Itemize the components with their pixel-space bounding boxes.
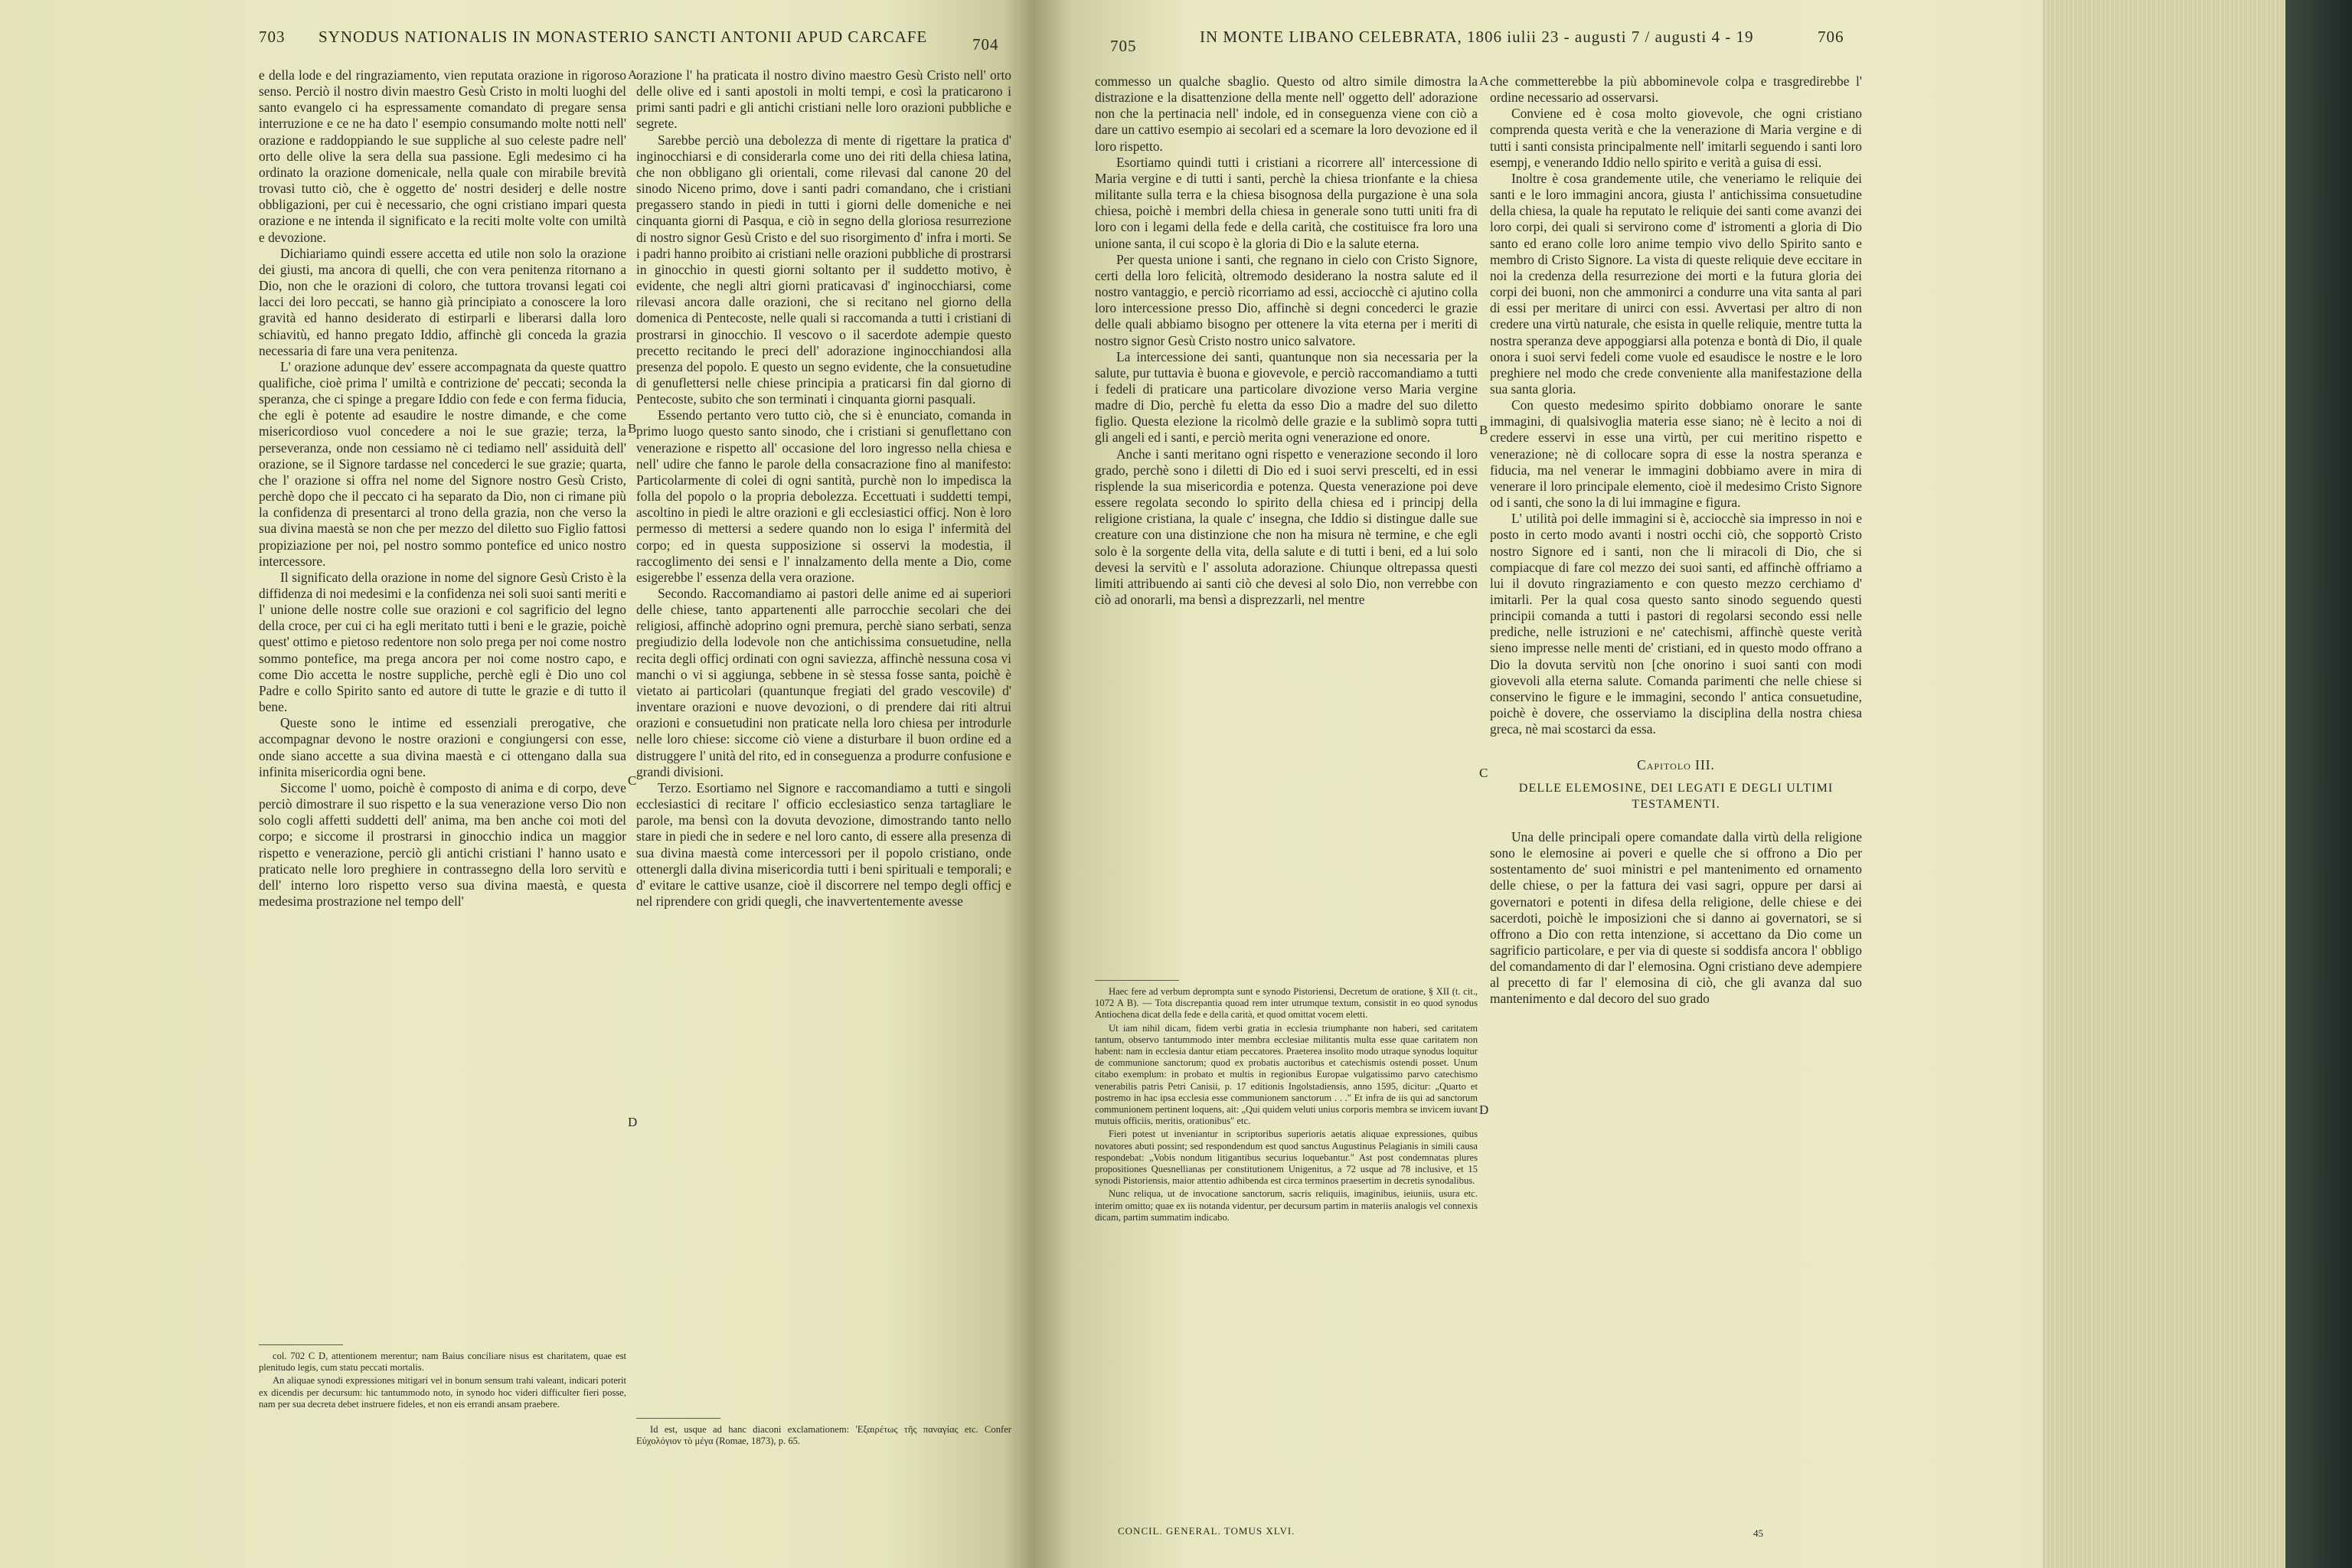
- signature-line: CONCIL. GENERAL. TOMUS XLVI.: [1118, 1525, 1295, 1537]
- paragraph: Anche i santi meritano ogni rispetto e venerazione secondo il loro grado, perchè sono i diletti di Dio ed i suoi servi prescelti, ed in essi risplende la sua misericordia e potenza. Questa venerazione poi deve essere regolata secondo lo spirito della chiesa ed i principj della religione cristiana, la quale c' insegna, che Iddio si distingue dalle sue creature con una distinzione che non ha misura nè termine, e che egli solo è la sorgente della vita, della salute e di tutti i beni, ed a lui solo devesi la servitù e l' assoluta adorazione. Chiunque oltrepassa questi limiti attribuendo ai santi ciò che devesi al solo Dio, non verrebbe con ciò ad onorarli, ma bensì a disprezzarli, nel mentre: [1095, 446, 1478, 607]
- paragraph: L' utilità poi delle immagini si è, acciocchè sia impresso in noi e posto in certo modo avanti i nostri occhi ciò, che sopportò Cristo nostro Signore ed i santi, non che li miracoli di Dio, che si compiacque di fare col mezzo dei suoi santi, ed affinchè offriamo a lui il dovuto ringraziamento e con questo mezzo cerchiamo d' imitarli. Per la qual cosa questo santo sinodo seguendo questi principii comanda a tutti i pastori di regolarsi secondo essi nelle prediche, nelle istruzioni e ne' catechismi, affinchè queste verità sieno impresse nelle menti de' cristiani, ed in questo modo offrano a Dio la dovuta servitù non [che onorino i suoi santi con modi giovevoli alla eterna salute. Comanda parimenti che nelle chiese si conservino le figure e le immagini, secondo l' antica consuetudine, poichè è dovere, che osserviamo la disciplina della nostra chiesa greca, nè mai scostarci da essa.: [1490, 511, 1862, 737]
- right-page-number-inner: 705: [1110, 37, 1137, 55]
- paragraph: che commetterebbe la più abbominevole colpa e trasgredirebbe l' ordine necessario ad osservarsi.: [1490, 74, 1862, 106]
- margin-letter-d: D: [628, 1115, 638, 1129]
- left-column-2: [636, 67, 1011, 910]
- margin-letter-b: B: [628, 421, 637, 436]
- left-page-number-outer: 703: [259, 28, 286, 46]
- footnote: Haec fere ad verbum deprompta sunt e synodo Pistoriensi, Decretum de oratione, § XII (t. cit., 1072 A B). — Tota discrepantia quoad rem inter utrumque textum, consistit in eo quod synodus Antiochena dicat della fede e della carità, et quod omittat vocem eletti.: [1095, 986, 1478, 1021]
- paragraph: Sarebbe perciò una debolezza di mente di rigettare la pratica d' inginocchiarsi e di considerarla come uno dei riti della chiesa latina, che non obbligano gli orientali, come rilevasi dal canone 20 del sinodo Niceno primo, dove i santi padri comandano, che i cristiani pregassero stando in piedi in tutti i giorni delle domeniche e nei cinquanta giorni di Pasqua, e ciò in segno della gloriosa resurrezione di nostro signor Gesù Cristo e del suo risorgimento d' infra i morti. Se i padri hanno proibito ai cristiani nelle orazioni pubbliche di prostrarsi in ginocchio in questi giorni soltanto per il suddetto motivo, è evidente, che negli altri giorni praticavasi d' inginocchiarsi, come rilevasi ancora dalle orazioni, che si recitano nel giorno della domenica di Pentecoste, nelle quali si raccomanda a tutti i cristiani di prostrarsi in ginocchio. Il vescovo o il sacerdote adempie questo precetto recitando le preci dell' adorazione inginocchiandosi alla presenza del popolo. E questo un segno evidente, che la consuetudine di genuflettersi nelle chiese principia a praticarsi fin dal giorno di Pentecoste, subito che son terminati i cinquanta giorni pasquali.: [636, 132, 1011, 407]
- footnote: An aliquae synodi expressiones mitigari vel in bonum sensum trahi valeant, indicari poterit ex dicendis per decursum: hic tantummodo noto, in synodo hoc videri difficulter fieri posse, nam per sua decreta debet instruere fideles, et non eis errandi ansam praebere.: [259, 1375, 626, 1410]
- paragraph: Essendo pertanto vero tutto ciò, che si è enunciato, comanda in primo luogo questo santo sinodo, che i cristiani si genuflettano con venerazione e rispetto all' occasione del loro ingresso nella chiesa e nell' udire che fanno le parole della consacrazione fino al manifesto: Particolarmente di colei di ogni santità, purchè non lo impedisca la folla del popolo o la propria debolezza. Eccettuati i suddetti tempi, ascoltino in piedi le altre orazioni e gli ecclesiastici officj. Non è loro permesso di mettersi a sedere quando non lo esiga l' infermità del corpo; ed in questa supposizione si osservi la modestia, il raccoglimento dei sensi e l' innalzamento della mente a Dio, come esigerebbe l' essenza della vera orazione.: [636, 407, 1011, 585]
- footnote: Nunc reliqua, ut de invocatione sanctorum, sacris reliquiis, imaginibus, ieiuniis, usura etc. interim omitto; quae ex iis notanda videntur, per decursum partim in materiis analogis vel connexis dicam, partim summatim indicabo.: [1095, 1188, 1478, 1223]
- footnote-rule: [1095, 980, 1179, 981]
- paragraph: Il significato della orazione in nome del signore Gesù Cristo è la diffidenza di noi medesimi e la confidenza nei soli suoi santi meriti e l' unione delle nostre colle sue orazioni e col sagrificio del legno della croce, per cui ci ha egli meritato tutti i beni e le grazie, poichè quest' ottimo e pietoso redentore non solo prega per noi come nostro sommo pontefice, ma prega ancora per noi come nostro capo, e come Dio accetta le nostre suppliche, perchè egli è Dio uno col Padre e collo Spirito santo ed autore di tutte le grazie e di tutto il bene.: [259, 569, 626, 715]
- paragraph: commesso un qualche sbaglio. Questo od altro simile dimostra la distrazione e la disattenzione della mente nell' oggetto dell' adorazione non che la pertinacia nell' indole, ed in conseguenza viene con ciò a dare un cattivo esempio ai secolari ed a scemare la loro devozione ed il loro rispetto.: [1095, 74, 1478, 154]
- margin-letter-d: D: [1479, 1102, 1489, 1117]
- book-cover: [2285, 0, 2352, 1568]
- sheet-number: 45: [1753, 1527, 1763, 1539]
- paragraph: e della lode e del ringraziamento, vien reputata orazione in rigoroso senso. Perciò il nostro divin maestro Gesù Cristo in molti luoghi del santo evangelo ci ha espressamente comandato di pregare sensa interruzione e ce ne ha dato l' esempio consumando molte notti nell' orazione e raddoppiando le sue suppliche al suo celeste padre nell' orto delle olive la sera della sua passione. Egli medesimo ci ha ordinato la orazione domenicale, nella quale con mirabile brevità trovasi tutto ciò, che è oggetto de' nostri desiderj e delle nostre obbligazioni, per cui è necessario, che ogni cristiano impari questa orazione e ne intenda il significato e la reciti molte volte con umiltà e devozione.: [259, 67, 626, 245]
- paragraph: Per questa unione i santi, che regnano in cielo con Cristo Signore, certi della loro felicità, oltremodo desiderano la nostra salute ed il nostro vantaggio, e perciò ricorriamo ad essi, acciocchè ci ajutino colla loro intercessione presso Dio, affinchè si degni concederci le grazie delle quali abbiamo bisogno per ottenere la vita eterna per i meriti di nostro signor Gesù Cristo nostro unico salvatore.: [1095, 251, 1478, 348]
- paragraph: Queste sono le intime ed essenziali prerogative, che accompagnar devono le nostre orazioni e congiungersi con esse, onde siano accette a sua divina maestà e ci ottengano dalla sua infinita misericordia ogni bene.: [259, 715, 626, 779]
- paragraph: Siccome l' uomo, poichè è composto di anima e di corpo, deve perciò dimostrare il suo rispetto e la sua venerazione verso Dio non solo cogli affetti suddetti dell' anima, ma ben anche coi moti del corpo; e siccome il prostrarsi in ginocchio indica un maggior rispetto e venerazione, perciò gli antichi cristiani l' hanno usato e praticato nelle loro preghiere in contrassegno della loro servitù e dell' interno loro rispetto verso sua divina maestà, e questa medesima prostrazione nel tempo dell': [259, 779, 626, 909]
- footnote-rule: [259, 1344, 343, 1345]
- paragraph: Inoltre è cosa grandemente utile, che veneriamo le reliquie dei santi e le loro immagini ancora, giusta l' antichissima consuetudine della chiesa, la quale ha reputato le reliquie dei santi come avanzi dei loro corpi, dei quali si servirono come d' istromenti a gloria di Dio santo ed erano colle loro anime tempio vivo dello Spirito santo e membro di Cristo Signore. La vista di queste reliquie deve eccitare in noi la credenza della resurrezione dei morti e la futura gloria dei corpi dei buoni, non che ammonirci a condurre una vita santa al pari di essi per meritare di unirci con essi. Avvertasi per altro di non credere una virtù naturale, che esista in quelle reliquie, mentre tutta la nostra speranza deve appoggiarsi alla potenza e bontà di Dio, il quale onora i suoi servi fedeli come vuole ed esaudisce le nostre e le loro preghiere nel modo che crede conveniente alla manifestazione della sua santa gloria.: [1490, 170, 1862, 397]
- margin-letter-b: B: [1479, 423, 1488, 437]
- right-column-2: [1490, 74, 1862, 1008]
- paragraph: L' orazione adunque dev' essere accompagnata da queste quattro qualifiche, cioè prima l' umiltà e contrizione de' peccati; seconda la speranza, che ci spinge a pregare Iddio con fede e con ferma fiducia, che egli è potente ad esaudire le nostre dimande, e che come misericordioso vuol concedere a noi le sue grazie; terza, la perseveranza, onde non cessiamo nè ci tediamo nell' assiduità dell' orazione, se il Signore tardasse nel concederci le sue grazie; quarta, che l' orazione si offra nel nome del Signore nostro Gesù Cristo, perchè dopo che il peccato ci ha separato da Dio, non ci rimane più la confidenza di presentarci al trono della grazia, non che verso la sua divina maestà se non che per mezzo del diletto suo Figlio fattosi propiziazione per noi, pel nostro sommo pontefice ed unico nostro intercessore.: [259, 358, 626, 569]
- footnote: col. 702 C D, attentionem merentur; nam Baius conciliare nisus est charitatem, quae est plenitudo legis, cum statu peccati mortalis.: [259, 1351, 626, 1374]
- left-page-number-inner: 704: [972, 35, 999, 54]
- left-running-title: SYNODUS NATIONALIS IN MONASTERIO SANCTI ANTONII APUD CARCAFE: [318, 28, 928, 46]
- footnote: Fieri potest ut inveniantur in scriptoribus superioris aetatis aliquae expressiones, quibus novatores abuti possint; sed respondendum est quod sanctus Augustinus Pelagianis in simili causa respondebat: „Vobis nondum litigantibus securius loquebantur." Ast post condemnatas plures propositiones Quesnellianas per constitutionem Unigenitus, a 72 usque ad 78 inclusive, et 15 synodi Pistoriensis, maior attentio adhibenda est circa terminos praesertim in decretis synodalibus.: [1095, 1129, 1478, 1187]
- chapter-title: DELLE ELEMOSINE, DEI LEGATI E DEGLI ULTIMI TESTAMENTI.: [1518, 780, 1834, 811]
- footnote-rule: [636, 1418, 720, 1419]
- left-column-1: [259, 67, 626, 910]
- paragraph: Una delle principali opere comandate dalla virtù della religione sono le elemosine ai poveri e quelle che si offrono a Dio per sostentamento de' suoi ministri e pel mantenimento ed ornamento delle chiese, o per la fattura dei vasi sagri, oppure per darsi ai governatori e potenti in difesa della religione, delle chiese e dei sacerdoti, poichè le imposizioni che si danno ai governatori, se si offrono a Dio con retta intenzione, si accettano da Dio come un sagrificio particolare, e per via di queste si soddisfa ancora l' obbligo del comandamento di dar l' elemosina. Ogni cristiano deve adempiere al precetto di far l' elemosina di ciò, che gli avanza dal suo mantenimento e dal decoro del suo grado: [1490, 828, 1862, 1007]
- left-page: [0, 0, 1035, 1568]
- paragraph: Secondo. Raccomandiamo ai pastori delle anime ed ai superiori delle chiese, tanto appartenenti alle parrocchie secolari che dei religiosi, affinchè adoprino ogni premura, perchè siano serbati, senza pregiudizio della lodevole non che antichissima consuetudine, nella recita degli officj ordinati con ogni saviezza, affinchè nessuna cosa vi manchi o vi si aggiunga, sebbene in sè stessa fosse santa, poichè è vietato ai particolari (quantunque fregiati del grado vescovile) d' inventare orazioni e nuove devozioni, o di prendere dai riti altrui orazioni e consuetudini non praticate nella loro chiesa per introdurle nelle loro chiese: siccome ciò viene a disturbare il buon ordine ed a distruggere l' unità del rito, ed in conseguenza a produrre confusione e grandi divisioni.: [636, 586, 1011, 779]
- paragraph: Conviene ed è cosa molto giovevole, che ogni cristiano comprenda questa verità e che la venerazione di Maria vergine e di tutti i santi consista principalmente nell' imitarli seguendo i santi loro esempj, e venerando Iddio nello spirito e verità a guisa di essi.: [1490, 106, 1862, 170]
- margin-letter-c: C: [628, 773, 637, 788]
- paragraph: Esortiamo quindi tutti i cristiani a ricorrere all' intercessione di Maria vergine e di tutti i santi, perchè la chiesa trionfante e la chiesa militante sulla terra e la chiesa bisognosa della purgazione è una sola chiesa, poichè i membri della chiesa in generale sono tutti uniti fra di loro con i legami della fede e della carità, che costituisce fra loro una unione santa, il cui scopo è la gloria di Dio e la salute eterna.: [1095, 154, 1478, 251]
- paragraph: Dichiariamo quindi essere accetta ed utile non solo la orazione dei giusti, ma ancora di quelli, che con vera penitenza ritornano a Dio, non che le orazioni di coloro, che tuttora trovansi legati coi lacci dei loro peccati, se hanno già principiato a conoscere la loro gravità ed hanno desiderato di estirparli e liberarsi dalla loro schiavitù, ed hanno pregato Iddio, affinchè gli conceda la grazia necessaria di fare una vera penitenza.: [259, 245, 626, 358]
- right-column-1: [1095, 74, 1478, 608]
- right-column-1-footnotes: [1095, 986, 1478, 1225]
- margin-letter-c: C: [1479, 766, 1488, 780]
- right-running-title: IN MONTE LIBANO CELEBRATA, 1806 iulii 23 - augusti 7 / augusti 4 - 19: [1200, 28, 1754, 46]
- paragraph: Con questo medesimo spirito dobbiamo onorare le sante immagini, di qualsivoglia materia esse siano; nè è lecito a noi di credere esservi in esse una virtù, per cui meritino rispetto e venerazione; nè di collocare sopra di esse la nostra speranza e fiducia, ma nel venerar le immagini dobbiamo avere in mira di venerare il loro principale elemento, cioè il medesimo Cristo Signore od i santi, che sono la di lui immagine e figura.: [1490, 397, 1862, 511]
- footnote: Id est, usque ad hanc diaconi exclamationem: 'Εξαιρέτως τῆς παναγίας etc. Confer Εὐχολόγιον τὸ μέγα (Romae, 1873), p. 65.: [636, 1424, 1011, 1447]
- paragraph: La intercessione dei santi, quantunque non sia necessaria per la salute, pur tuttavia è buona e giovevole, e perciò raccomandiamo a tutti i fedeli di praticare una particolare divozione verso Maria vergine madre di Dio, perchè fu eletta da esso Dio a madre del suo diletto figlio. Questa elezione la ricolmò delle grazie e la sublimò sopra tutti gli angeli ed i santi, e perciò merita ogni venerazione ed onore.: [1095, 348, 1478, 446]
- paragraph: orazione l' ha praticata il nostro divino maestro Gesù Cristo nell' orto delle olive ed i santi apostoli in molti tempi, e così la praticarono i primi santi padri e gli antichi cristiani nelle loro orazioni pubbliche e segrete.: [636, 67, 1011, 132]
- margin-letter-a: A: [1479, 74, 1489, 88]
- left-column-1-footnotes: [259, 1351, 626, 1412]
- chapter-number: Capitolo III.: [1637, 757, 1715, 773]
- margin-letter-a: A: [628, 67, 638, 82]
- left-column-2-footnotes: [636, 1424, 1011, 1449]
- right-page-number-outer: 706: [1818, 28, 1844, 46]
- footnote: Ut iam nihil dicam, fidem verbi gratia in ecclesia triumphante non haberi, sed caritatem tantum, observo tantummodo inter membra ecclesiae militantis multa esse quae caritatem non habent: nam in ecclesia dantur etiam peccatores. Praeterea insolito modo utraque synodus loquitur de communione sanctorum; quod ex probatis auctoribus et catechismis ostendi posset. Unum citabo exemplum: in probato et multis in regionibus Europae vulgatissimo parvo catechismo venerabilis patris Petri Canisii, p. 17 editionis Ingolstadiensis, anno 1595, dicitur: „Quarto et postremo in hac ipsa ecclesia esse communionem sanctorum . . ." Et infra de iis qui ad sanctorum communionem pertinent loquens, ait: „Qui quidem veluti unius corporis membra se invicem iuvant mutuis officiis, meritis, orationibus" etc.: [1095, 1022, 1478, 1127]
- paragraph: Terzo. Esortiamo nel Signore e raccomandiamo a tutti e singoli ecclesiastici di recitare l' officio ecclesiastico senza tartagliare le parole, ma bensì con la dovuta devozione, dimostrando tanto nello stare in piedi che in sedere e nel loro canto, di essere alla presenza di sua divina maestà come intercessori per il popolo cristiano, onde ottenergli dalla divina misericordia tutti i beni spirituali e temporali; e d' evitare le cattive usanze, cioè il discorrere nel tempo degli officj e nel riprendere con gridi quegli, che inavvertentemente avesse: [636, 779, 1011, 909]
